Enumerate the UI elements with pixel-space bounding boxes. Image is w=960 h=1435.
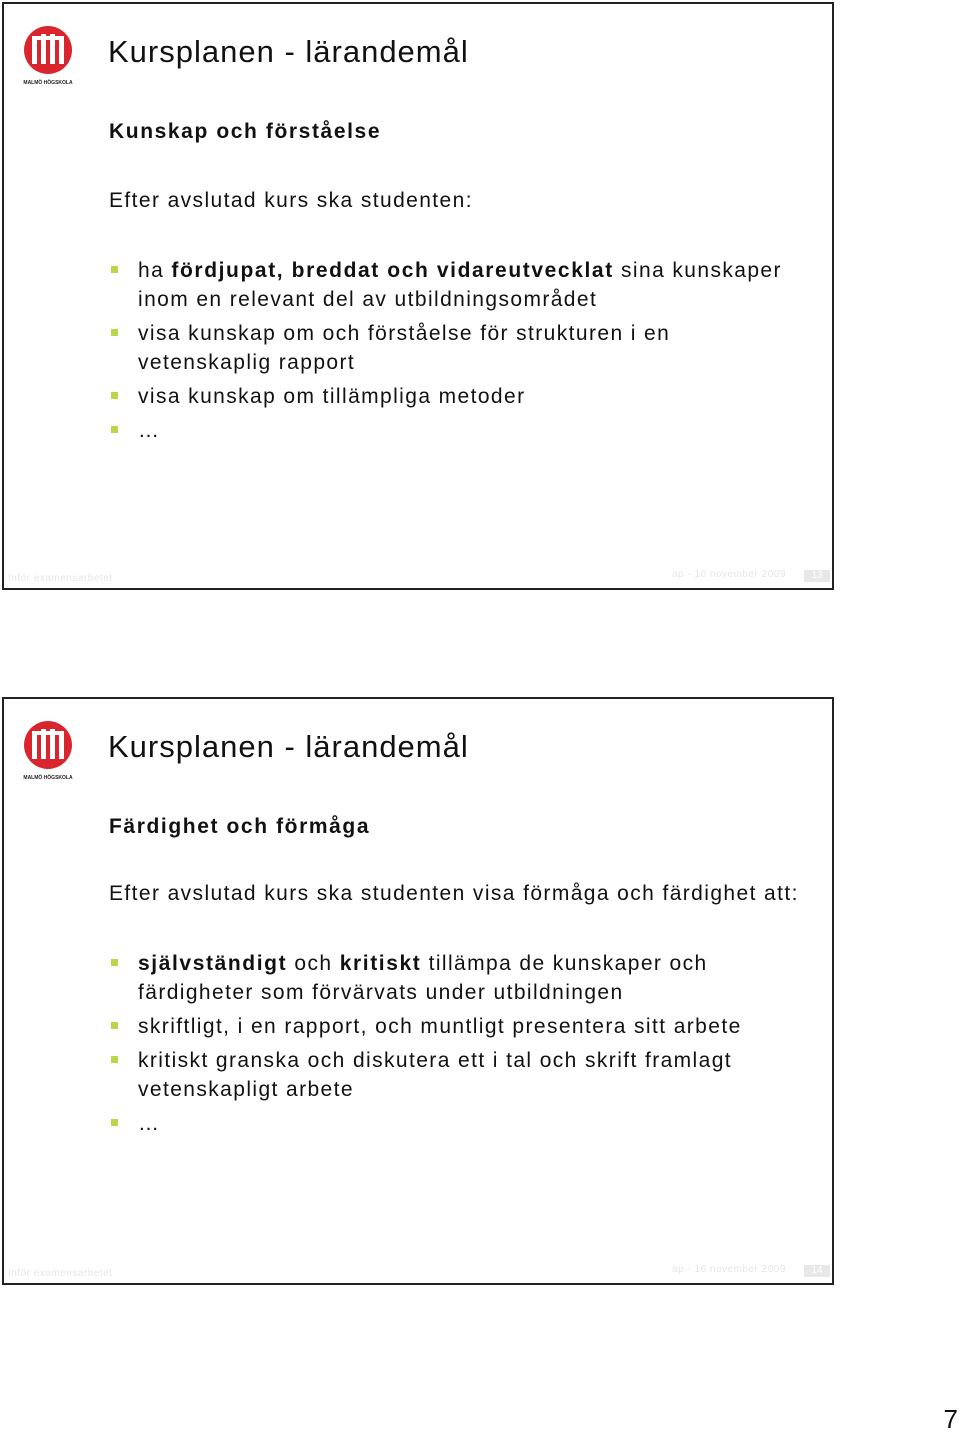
logo-caption: MALMÖ HÖGSKOLA: [23, 775, 73, 781]
list-item: ha fördjupat, breddat och vidareutvecklat sina kunskaper inom en relevant del av utbildningsområdet: [109, 256, 809, 314]
list-item: självständigt och kritiskt tillämpa de kunskaper och färdigheter som förvärvats under utbildningen: [109, 949, 809, 1007]
slide-subtitle: Kunskap och förståelse: [109, 120, 382, 143]
list-item: skriftligt, i en rapport, och muntligt presentera sitt arbete: [109, 1012, 809, 1041]
list-item: visa kunskap om tillämpliga metoder: [109, 382, 809, 411]
list-item: kritiskt granska och diskutera ett i tal och skrift framlagt vetenskapligt arbete: [109, 1046, 809, 1104]
footer-course: Inför examensarbetet: [8, 1268, 113, 1279]
list-item: …: [109, 416, 809, 445]
footer-date: ap - 16 november 2009: [672, 569, 786, 580]
footer-course: Inför examensarbetet: [8, 573, 113, 584]
malmo-hogskola-logo-icon: [20, 24, 76, 88]
slide-intro: Efter avslutad kurs ska studenten visa förmåga och färdighet att:: [109, 882, 799, 905]
bullet-square-icon: [111, 266, 118, 273]
footer-date: ap - 16 november 2009: [672, 1264, 786, 1275]
bullet-square-icon: [111, 426, 118, 433]
slide-number-badge: 13: [804, 570, 830, 582]
bullet-square-icon: [111, 959, 118, 966]
slide-subtitle: Färdighet och förmåga: [109, 815, 371, 838]
slide-title: Kursplanen - lärandemål: [108, 729, 469, 764]
bullet-square-icon: [111, 392, 118, 399]
bullet-square-icon: [111, 1022, 118, 1029]
list-item: visa kunskap om och förståelse för strukturen i en vetenskaplig rapport: [109, 319, 809, 377]
slide-intro: Efter avslutad kurs ska studenten:: [109, 189, 473, 212]
logo-caption: MALMÖ HÖGSKOLA: [23, 80, 73, 86]
bullet-list: [109, 256, 809, 450]
bullet-square-icon: [111, 1119, 118, 1126]
bullet-square-icon: [111, 329, 118, 336]
slide-13: [2, 2, 834, 590]
list-item: …: [109, 1109, 809, 1138]
document-page-number: 7: [943, 1404, 958, 1434]
slide-14: [2, 697, 834, 1285]
bullet-square-icon: [111, 1056, 118, 1063]
slide-title: Kursplanen - lärandemål: [108, 34, 469, 69]
malmo-hogskola-logo-icon: [20, 719, 76, 783]
slide-number-badge: 14: [804, 1265, 830, 1277]
bullet-list: [109, 949, 809, 1143]
